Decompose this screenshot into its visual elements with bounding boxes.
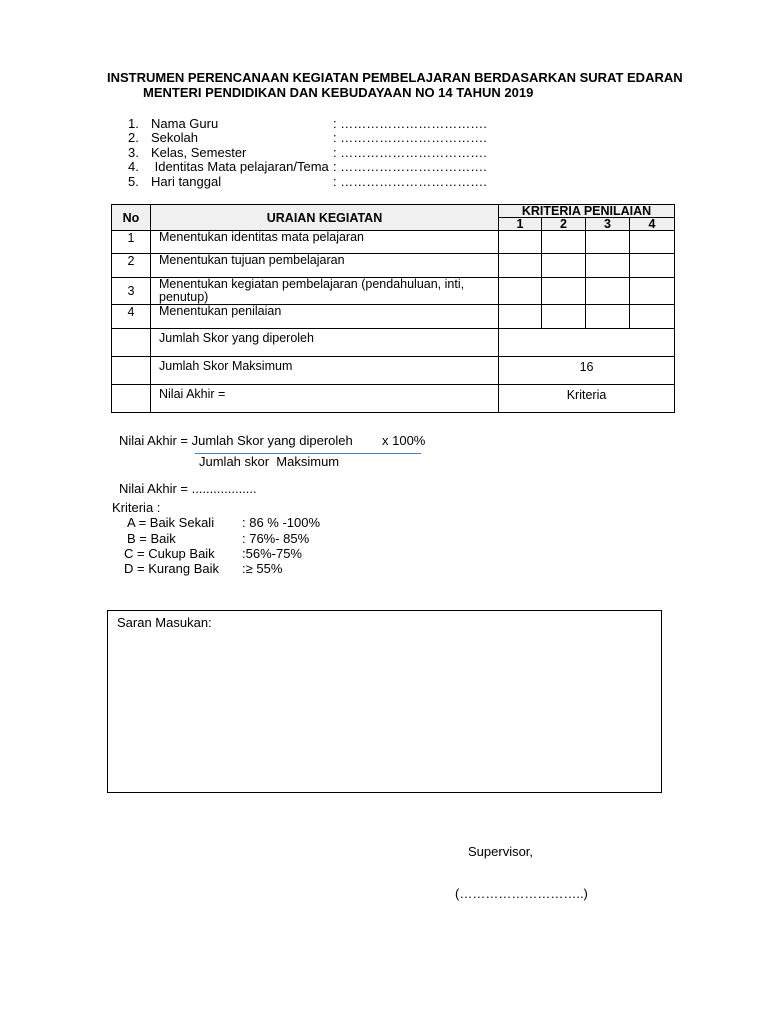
score-cell[interactable] xyxy=(630,254,675,278)
score-cell[interactable] xyxy=(499,305,542,329)
kriteria-range: :≥ 55% xyxy=(242,561,283,576)
jumlah-max-value: 16 xyxy=(499,357,675,385)
score-cell[interactable] xyxy=(586,254,630,278)
header-criteria-col: 2 xyxy=(542,218,586,231)
row-number: 1 xyxy=(112,231,151,254)
header-criteria-col: 1 xyxy=(499,218,542,231)
score-cell[interactable] xyxy=(499,278,542,305)
row-number: 2 xyxy=(112,254,151,278)
row-description: Menentukan identitas mata pelajaran xyxy=(151,231,499,254)
score-cell[interactable] xyxy=(630,278,675,305)
score-cell[interactable] xyxy=(542,278,586,305)
jumlah-skor-value-cell[interactable] xyxy=(499,329,675,357)
table-row-jumlah-max xyxy=(112,357,675,385)
supervisor-label: Supervisor, xyxy=(468,844,534,859)
header-no: No xyxy=(112,205,151,231)
document-title-line2: MENTERI PENDIDIKAN DAN KEBUDAYAAN NO 14 TAHUN 2019 xyxy=(143,85,534,100)
assessment-table xyxy=(111,204,675,413)
kriteria-range: :56%-75% xyxy=(242,546,302,561)
identity-value: : ……………………………. xyxy=(333,145,487,160)
document-title-line1: INSTRUMEN PERENCANAAN KEGIATAN PEMBELAJARAN BERDASARKAN SURAT EDARAN xyxy=(107,70,683,85)
score-cell[interactable] xyxy=(499,254,542,278)
identity-number: 5. xyxy=(128,174,139,189)
table-row xyxy=(112,254,675,278)
score-cell[interactable] xyxy=(586,305,630,329)
score-cell[interactable] xyxy=(586,278,630,305)
row-number: 3 xyxy=(112,278,151,305)
kriteria-heading: Kriteria : xyxy=(112,500,161,515)
identity-value: : ……………………………. xyxy=(333,159,487,174)
identity-label: Kelas, Semester xyxy=(151,145,247,160)
identity-value: : ……………………………. xyxy=(333,174,487,189)
saran-masukan-label: Saran Masukan: xyxy=(117,615,212,630)
table-row-jumlah-skor xyxy=(112,329,675,357)
identity-label: Sekolah xyxy=(151,130,198,145)
row-description: Menentukan penilaian xyxy=(151,305,499,329)
score-cell[interactable] xyxy=(542,254,586,278)
kriteria-grade: B = Baik xyxy=(127,531,176,546)
formula-result: Nilai Akhir = .................. xyxy=(119,481,257,496)
formula-denominator: Jumlah skor Maksimum xyxy=(199,454,340,469)
table-row-nilai-akhir xyxy=(112,385,675,413)
score-cell[interactable] xyxy=(630,231,675,254)
identity-number: 2. xyxy=(128,130,139,145)
table-row xyxy=(112,305,675,329)
row-description: Menentukan tujuan pembelajaran xyxy=(151,254,499,278)
table-row xyxy=(112,278,675,305)
identity-number: 1. xyxy=(128,116,139,131)
kriteria-label: Kriteria xyxy=(499,385,675,413)
score-cell[interactable] xyxy=(542,305,586,329)
identity-label: Identitas Mata pelajaran/Tema xyxy=(151,159,329,174)
formula-numerator: Nilai Akhir = Jumlah Skor yang diperoleh xyxy=(119,433,353,448)
identity-number: 3. xyxy=(128,145,139,160)
header-uraian: URAIAN KEGIATAN xyxy=(151,205,499,231)
supervisor-signature-line: (………………………..) xyxy=(455,886,588,901)
jumlah-skor-label: Jumlah Skor yang diperoleh xyxy=(151,329,499,357)
identity-value: : ……………………………. xyxy=(333,116,487,131)
identity-label: Hari tanggal xyxy=(151,174,222,189)
formula-multiplier: x 100% xyxy=(382,433,426,448)
score-cell[interactable] xyxy=(542,231,586,254)
identity-value: : ……………………………. xyxy=(333,130,487,145)
score-cell[interactable] xyxy=(586,231,630,254)
header-criteria-col: 4 xyxy=(630,218,675,231)
jumlah-max-label: Jumlah Skor Maksimum xyxy=(151,357,499,385)
kriteria-range: : 86 % -100% xyxy=(242,515,321,530)
table-row xyxy=(112,231,675,254)
saran-masukan-box[interactable] xyxy=(107,610,662,793)
identity-label: Nama Guru xyxy=(151,116,219,131)
row-description: Menentukan kegiatan pembelajaran (pendahuluan, inti, penutup) xyxy=(151,278,499,305)
score-cell[interactable] xyxy=(630,305,675,329)
header-criteria-col: 3 xyxy=(586,218,630,231)
kriteria-grade: A = Baik Sekali xyxy=(127,515,215,530)
kriteria-range: : 76%- 85% xyxy=(242,531,310,546)
nilai-akhir-label: Nilai Akhir = xyxy=(151,385,499,413)
row-number: 4 xyxy=(112,305,151,329)
identity-number: 4. xyxy=(128,159,139,174)
header-kriteria: KRITERIA PENILAIAN xyxy=(499,205,675,218)
kriteria-grade: D = Kurang Baik xyxy=(124,561,220,576)
score-cell[interactable] xyxy=(499,231,542,254)
kriteria-grade: C = Cukup Baik xyxy=(124,546,215,561)
